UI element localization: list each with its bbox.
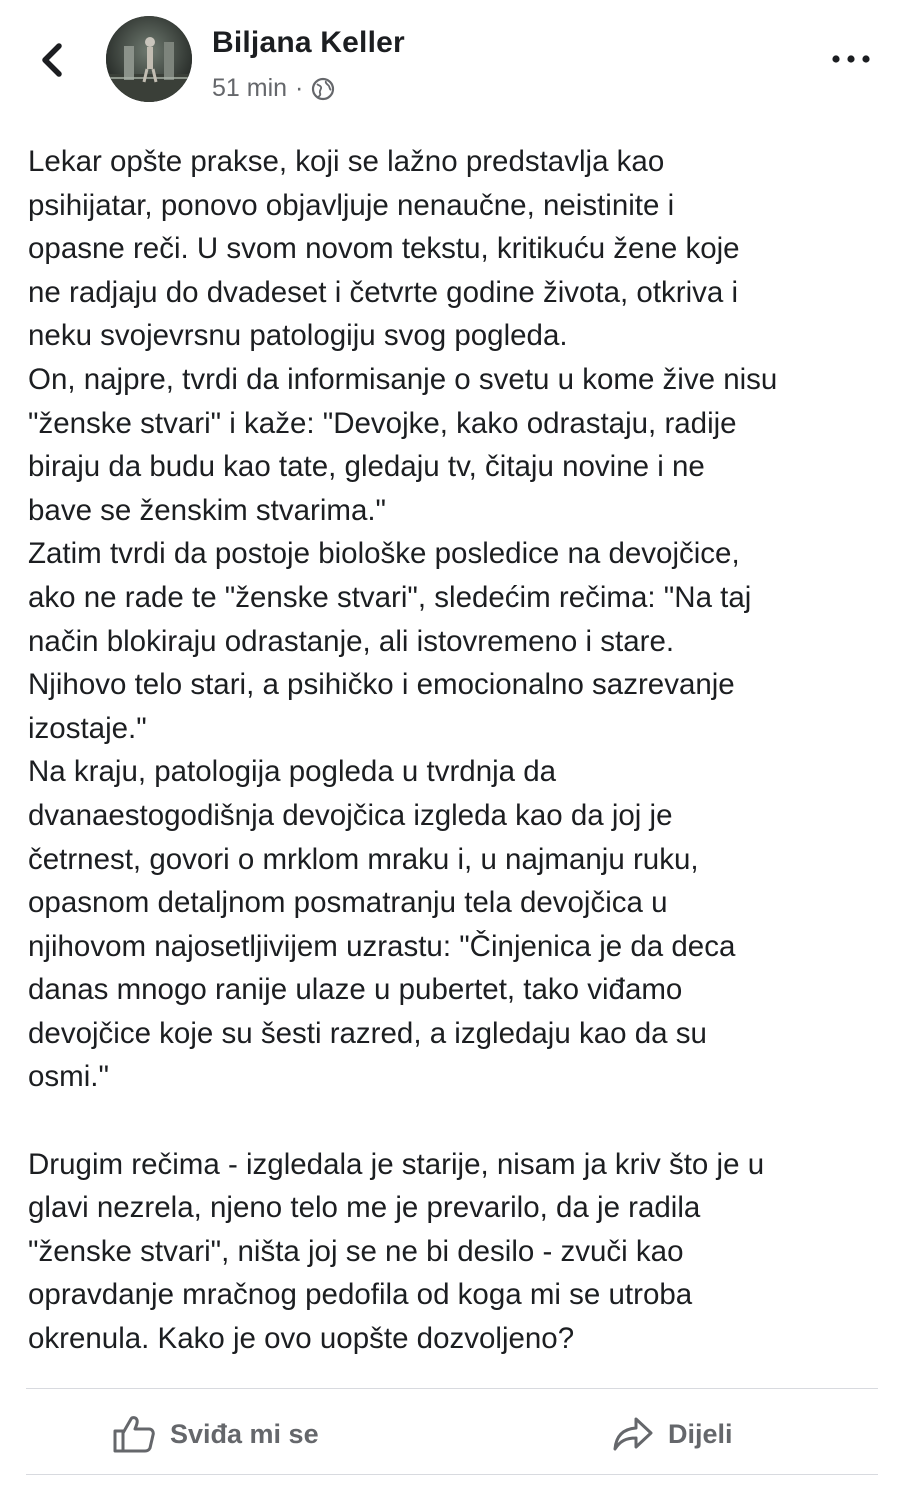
post-line: način blokiraju odrastanje, ali istovremeno i stare. [28, 624, 675, 658]
meta-separator: · [295, 74, 304, 102]
like-button[interactable] [112, 1408, 319, 1460]
post-line: četrnest, govori o mrklom mraku i, u najmanju ruku, [28, 842, 699, 876]
post-line: izostaje." [28, 711, 147, 745]
post-body [28, 140, 888, 1361]
post-line: ako ne rade te "ženske stvari", sledećim rečima: "Na taj [28, 580, 752, 614]
post-line: "ženske stvari" i kaže: "Devojke, kako odrastaju, radije [28, 406, 737, 440]
divider [26, 1388, 878, 1389]
avatar[interactable] [106, 16, 192, 102]
post-line: Zatim tvrdi da postoje biološke posledice na devojčice, [28, 537, 740, 571]
post-line: njihovom najosetljivijem uzrastu: "Činjenica je da deca [28, 929, 736, 963]
post-line: devojčice koje su šesti razred, a izgledaju kao da su [28, 1016, 707, 1050]
post-line: Njihovo telo stari, a psihičko i emocionalno sazrevanje [28, 668, 735, 702]
post-line: okrenula. Kako je ovo uopšte dozvoljeno? [28, 1322, 575, 1356]
post-line: osmi." [28, 1060, 109, 1094]
post-line: Na kraju, patologija pogleda u tvrdnja da [28, 755, 557, 789]
post-line: ne radjaju do dvadeset i četvrte godine života, otkriva i [28, 275, 739, 309]
share-arrow-icon [612, 1415, 654, 1453]
post-line: bave se ženskim stvarima." [28, 493, 387, 527]
post-line: dvanaestogodišnja devojčica izgleda kao da joj je [28, 798, 673, 832]
post-line: biraju da budu kao tate, gledaju tv, čitaju novine i ne [28, 450, 705, 484]
post-line: neku svojevrsnu patologiju svog pogleda. [28, 319, 568, 353]
post-time[interactable]: 51 min [212, 74, 288, 102]
thumbs-up-icon [112, 1414, 156, 1454]
post-line: opravdanje mračnog pedofila od koga mi se utroba [28, 1278, 693, 1312]
share-label: Dijeli [668, 1418, 733, 1449]
more-horizontal-icon [831, 54, 871, 64]
post-line: opasne reči. U svom novom tekstu, kritikuću žene koje [28, 232, 740, 266]
more-options-button[interactable] [826, 44, 876, 74]
paragraph-gap [28, 1099, 888, 1143]
author-name[interactable]: Biljana Keller [212, 26, 405, 59]
post-line: glavi nezrela, njeno telo me je prevarilo, da je radila [28, 1191, 701, 1225]
like-label: Sviđa mi se [170, 1418, 319, 1449]
back-button[interactable] [30, 38, 74, 82]
avatar-image [106, 16, 192, 102]
divider [26, 1474, 878, 1475]
post-meta [212, 74, 335, 103]
post-line: opasnom detaljnom posmatranju tela devojčica u [28, 886, 668, 920]
post-line: danas mnogo ranije ulaze u pubertet, tako viđamo [28, 973, 683, 1007]
post-line: "ženske stvari", ništa joj se ne bi desilo - zvuči kao [28, 1234, 684, 1268]
globe-icon [311, 77, 335, 101]
post-line: Lekar opšte prakse, koji se lažno predstavlja kao [28, 145, 665, 178]
post-line: On, najpre, tvrdi da informisanje o svetu u kome žive nisu [28, 362, 778, 396]
post-line: psihijatar, ponovo objavljuje nenaučne, neistinite i [28, 188, 675, 222]
share-button[interactable] [612, 1408, 733, 1460]
post-header [0, 0, 900, 130]
post-line: Drugim rečima - izgledala je starije, nisam ja kriv što je u [28, 1147, 765, 1181]
chevron-left-icon [37, 40, 67, 80]
